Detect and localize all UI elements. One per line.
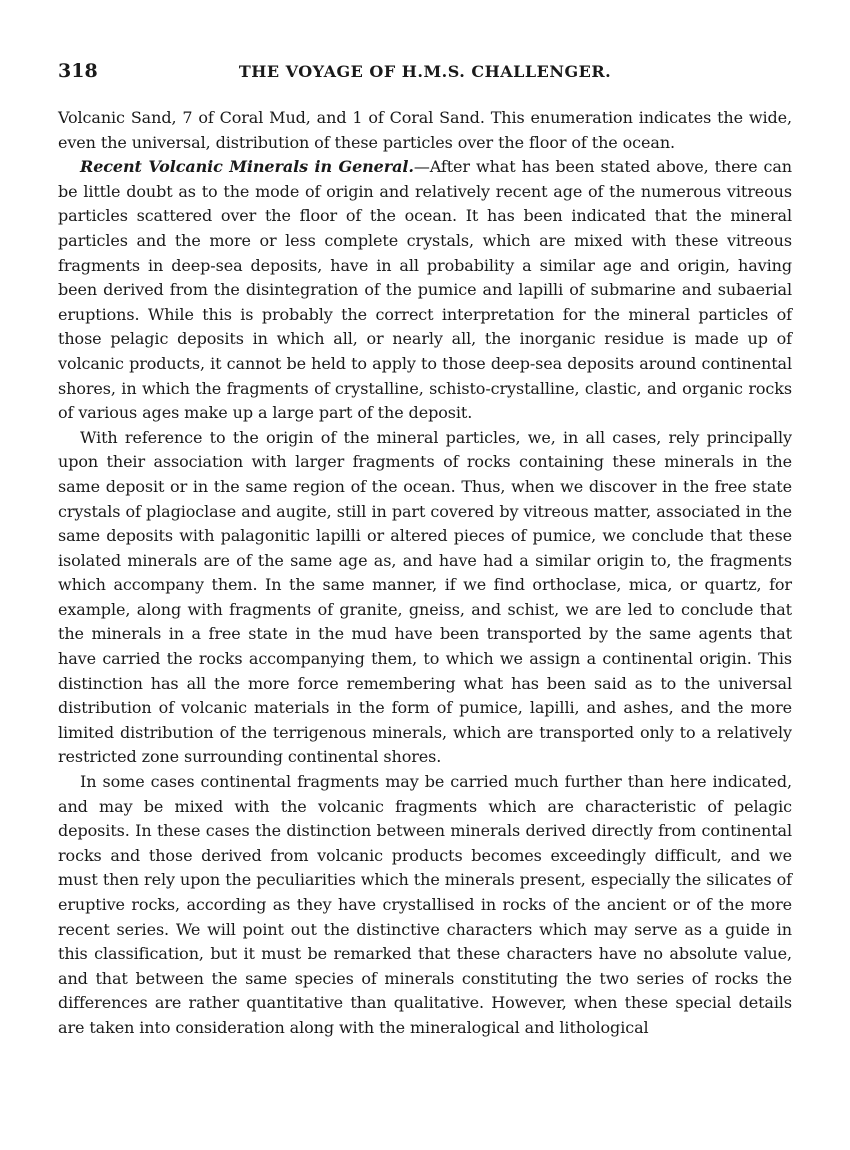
body-text xyxy=(58,106,792,1041)
running-head xyxy=(58,60,792,88)
paragraph-recent-volcanic-minerals xyxy=(58,155,792,426)
page-number: 318 xyxy=(58,60,98,82)
running-title: THE VOYAGE OF H.M.S. CHALLENGER. xyxy=(238,62,612,81)
paragraph-continuation xyxy=(58,106,792,155)
paragraph-text: In some cases continental fragments may be carried much further than here indicated, and may be mixed with the volcanic fragments which are characteristic of pelagic deposits. In these cases the distinction between minerals derived directly from continental rocks and those derived from volcanic products becomes exceedingly difficult, and we must then rely upon the peculiarities which the minerals present, especially the silicates of eruptive rocks, according as they have crystallised in rocks of the ancient or of the more recent series. We will point out the distinctive characters which may serve as a guide in this classification, but it must be remarked that these characters have no absolute value, and that between the same species of minerals constituting the two series of rocks the differences are rather quantitative than qualitative. However, when these special details are taken into consideration along with the mineralogical and lithological xyxy=(58,772,792,1037)
paragraph-text: —After what has been stated above, there can be little doubt as to the mode of origin and relatively recent age of the numerous vitreous particles scattered over the floor of the ocean. It has been indicated that the mineral particles and the more or less complete crystals, which are mixed with these vitreous fragments in deep-sea deposits, have in all probability a similar age and origin, having been derived from the disintegration of the pumice and lapilli of submarine and subaerial eruptions. While this is probably the correct interpretation for the mineral particles of those pelagic deposits in which all, or nearly all, the inorganic residue is made up of volcanic products, it cannot be held to apply to those deep-sea deposits around continental shores, in which the fragments of crystalline, schisto-crystalline, clastic, and organic rocks of various ages make up a large part of the deposit. xyxy=(58,157,792,423)
book-page xyxy=(58,60,792,1041)
paragraph-continental-fragments xyxy=(58,770,792,1041)
paragraph-origin-of-minerals xyxy=(58,426,792,770)
paragraph-text: With reference to the origin of the mineral particles, we, in all cases, rely principally upon their association with larger fragments of rocks containing these minerals in the same deposit or in the same region of the ocean. Thus, when we discover in the free state crystals of plagioclase and augite, still in part covered by vitreous matter, associated in the same deposits with palagonitic lapilli or altered pieces of pumice, we conclude that these isolated minerals are of the same age as, and have had a similar origin to, the fragments which accompany them. In the same manner, if we find orthoclase, mica, or quartz, for example, along with fragments of granite, gneiss, and schist, we are led to conclude that the minerals in a free state in the mud have been transported by the same agents that have carried the rocks accompanying them, to which we assign a continental origin. This distinction has all the more force remembering what has been said as to the universal distribution of volcanic materials in the form of pumice, lapilli, and ashes, and the more limited distribution of the terrigenous minerals, which are transported only to a relatively restricted zone surrounding continental shores. xyxy=(58,427,792,767)
paragraph-text: Volcanic Sand, 7 of Coral Mud, and 1 of Coral Sand. This enumeration indicates the wide, even the universal, distribution of these particles over the floor of the ocean. xyxy=(58,108,792,152)
section-heading: Recent Volcanic Minerals in General. xyxy=(80,157,414,177)
